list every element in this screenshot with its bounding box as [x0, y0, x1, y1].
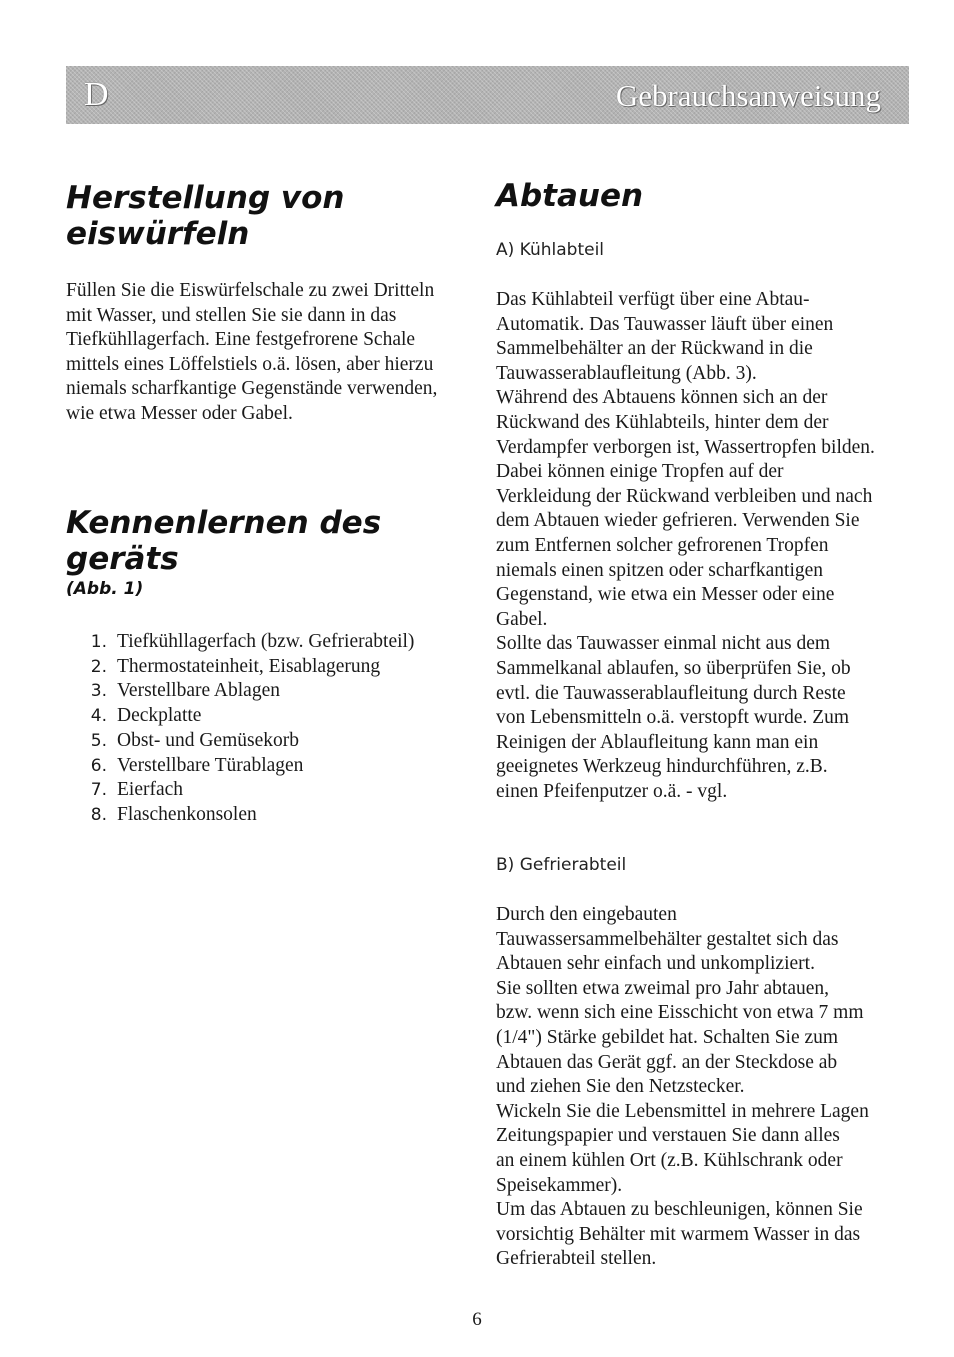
header-title: Gebrauchsanweisung [615, 78, 881, 113]
list-item-label: Verstellbare Türablagen [117, 754, 304, 776]
list-item [75, 704, 475, 729]
text-line: vorsichtig Behälter mit warmem Wasser in das [496, 1223, 861, 1245]
list-item-number: 7. [90, 780, 107, 801]
text-line: Speisekammer). [496, 1174, 623, 1196]
list-item-label: Thermostateinheit, Eisablagerung [117, 655, 381, 677]
list-item [75, 754, 475, 779]
list-item-label: Deckplatte [117, 705, 202, 727]
text-line: geeignetes Werkzeug hindurchführen, z.B. [496, 756, 828, 778]
list-item [75, 803, 475, 828]
text-line: Zeitungspapier und verstauen Sie dann alles [496, 1125, 840, 1147]
text-line: dem Abtauen wieder gefrieren. Verwenden Sie [496, 510, 860, 532]
text-line: evtl. die Tauwasserablaufleitung durch Reste [496, 682, 846, 704]
text-line: Sollte das Tauwasser einmal nicht aus dem [496, 633, 831, 655]
text-line: Reinigen der Ablaufleitung kann man ein [496, 731, 819, 753]
text-line: Gefrierabteil stellen. [496, 1248, 657, 1270]
list-item-number: 3. [90, 681, 107, 702]
text-line: Abtauen das Gerät ggf. an der Steckdose ab [496, 1051, 838, 1073]
language-letter: D [84, 76, 109, 113]
text-line: Verkleidung der Rückwand verbleiben und nach [496, 485, 873, 507]
header-banner [66, 66, 909, 124]
text-line: an einem kühlen Ort (z.B. Kühlschrank oder [496, 1149, 843, 1171]
parts-list [75, 630, 475, 828]
text-line: Tauwasserablaufleitung (Abb. 3). [496, 362, 757, 384]
parts-heading-line1: Kennenlernen des [66, 505, 382, 541]
text-line: einen Pfeifenputzer o.ä. - vgl. [496, 780, 728, 802]
list-item [75, 630, 475, 655]
list-item-number: 5. [90, 730, 107, 751]
list-item-label: Verstellbare Ablagen [117, 680, 280, 702]
text-line: wie etwa Messer oder Gabel. [66, 402, 293, 424]
ice-cubes-heading [66, 180, 345, 252]
text-line: Sammelkanal ablaufen, so überprüfen Sie, ob [496, 657, 851, 679]
text-line: Sie sollten etwa zweimal pro Jahr abtauen, [496, 977, 830, 999]
list-item-number: 1. [90, 632, 107, 652]
text-line: und ziehen Sie den Netzstecker. [496, 1076, 745, 1098]
ice-cubes-heading-line2: eiswürfeln [66, 216, 250, 252]
text-line: Gegenstand, wie etwa ein Messer oder eine [496, 584, 835, 606]
text-line: Füllen Sie die Eiswürfelschale zu zwei Dritteln [66, 280, 435, 301]
text-line: (1/4") Stärke gebildet hat. Schalten Sie zum [496, 1026, 839, 1048]
list-item-label: Flaschenkonsolen [117, 803, 257, 825]
ice-cubes-paragraph [66, 279, 486, 427]
text-line: Automatik. Das Tauwasser läuft über einen [496, 313, 834, 335]
list-item-label: Tiefkühllagerfach (bzw. Gefrierabteil) [117, 631, 415, 652]
list-item [75, 778, 475, 803]
text-line: Während des Abtauens können sich an der [496, 387, 828, 409]
text-line: Um das Abtauen zu beschleunigen, können Sie [496, 1199, 863, 1221]
text-line: Dabei können einige Tropfen auf der [496, 461, 784, 483]
parts-heading [66, 505, 381, 577]
text-line: Gabel. [496, 608, 548, 630]
list-item-label: Eierfach [117, 779, 184, 801]
text-line: Das Kühlabteil verfügt über eine Abtau- [496, 289, 810, 310]
parts-heading-line2: geräts [66, 541, 179, 577]
list-item-number: 8. [90, 804, 107, 825]
text-line: Tauwassersammelbehälter gestaltet sich das [496, 928, 839, 950]
text-line: Abtauen sehr einfach und unkompliziert. [496, 953, 815, 975]
page-number: 6 [472, 1309, 482, 1330]
list-item [75, 729, 475, 754]
section-a-title: A) Kühlabteil [496, 240, 605, 260]
text-line: von Lebensmitteln o.ä. verstopft wurde. Zum [496, 707, 850, 729]
text-line: Wickeln Sie die Lebensmittel in mehrere Lagen [496, 1100, 869, 1122]
parts-subheading: (Abb. 1) [66, 579, 144, 599]
text-line: Sammelbehälter an der Rückwand in die [496, 338, 813, 360]
text-line: niemals scharfkantige Gegenstände verwenden, [66, 378, 438, 400]
list-item-number: 4. [90, 706, 107, 727]
list-item [75, 655, 475, 680]
text-line: bzw. wenn sich eine Eisschicht von etwa 7 mm [496, 1002, 864, 1024]
list-item [75, 679, 475, 704]
text-line: niemals einen spitzen oder scharfkantigen [496, 559, 824, 581]
section-b-title: B) Gefrierabteil [496, 855, 627, 875]
text-line: Verdampfer verborgen ist, Wassertropfen bilden. [496, 436, 875, 458]
text-line: Rückwand des Kühlabteils, hinter dem der [496, 411, 829, 433]
list-item-number: 6. [90, 755, 107, 776]
text-line: mit Wasser, und stellen Sie sie dann in das [66, 304, 397, 326]
text-line: mittels eines Löffelstiels o.ä. lösen, aber hierzu [66, 353, 434, 375]
section-a-paragraph [496, 288, 916, 804]
text-line: Durch den eingebauten [496, 904, 677, 925]
text-line: Tiefkühllagerfach. Eine festgefrorene Schale [66, 329, 416, 351]
ice-cubes-heading-line1: Herstellung von [66, 180, 345, 216]
text-line: zum Entfernen solcher gefrorenen Tropfen [496, 534, 829, 556]
list-item-number: 2. [90, 656, 107, 677]
list-item-label: Obst- und Gemüsekorb [117, 729, 299, 751]
defrost-heading: Abtauen [496, 178, 644, 214]
section-b-paragraph [496, 903, 916, 1272]
